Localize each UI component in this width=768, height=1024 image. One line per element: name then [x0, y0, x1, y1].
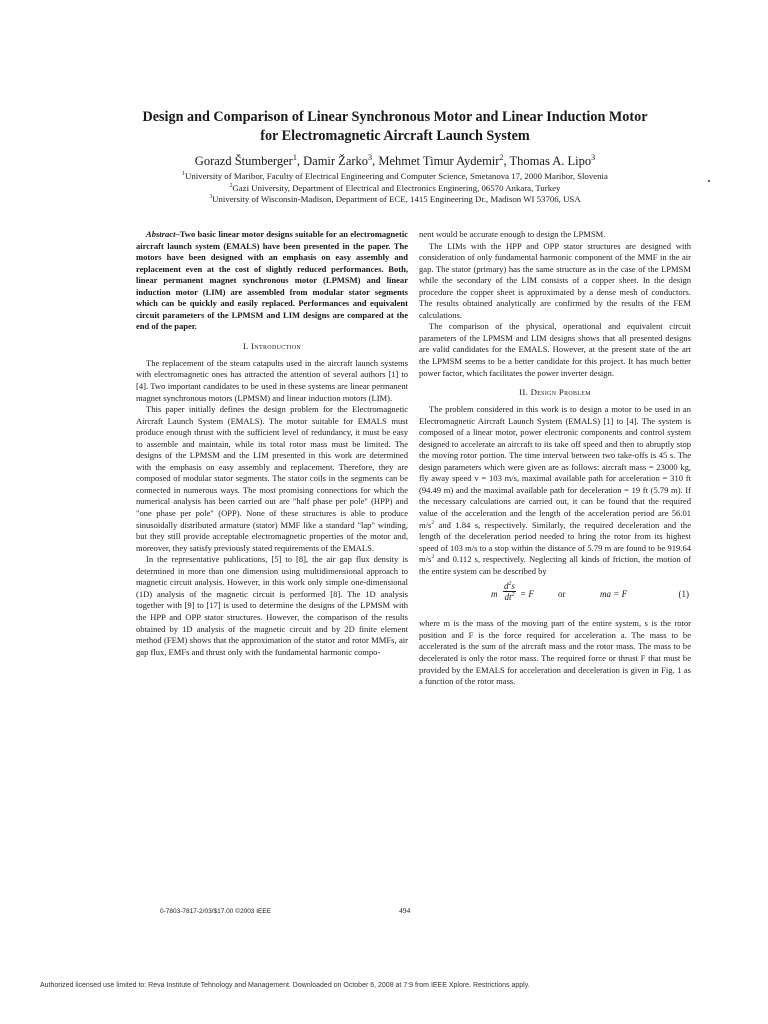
numerator-d: d	[504, 581, 509, 592]
unit-superscript: 2	[431, 554, 435, 561]
affiliation-sup: 1	[182, 171, 185, 178]
abstract	[136, 229, 408, 333]
affiliation-sup: 3	[209, 194, 213, 201]
abstract-label: Abstract	[146, 229, 176, 239]
affiliation-text: Gazi University, Department of Electrical and Electronics Enginering, 06570 Ankara, Turkey	[232, 182, 561, 193]
intro-paragraph-2: This paper initially defines the design problem for the Electromagnetic Aircraft Launch System (EMALS). The motor suitable for EMALS must produce enough thrust with the sufficient level of redundancy, it must be easy to assemble and maintain, while its total rotor mass must be limited. The designs of the LPMSM and the LIM presented in this work are determined with the emphasis on easy assembly and replacement. Therefore, they are composed of modular stator segments. The stator coils in the segments can be connected in numerous ways. The most promising connections for which the numerical analysis has been carried out are "half phase per pole" (HPP) and "one phase per pole" (OPP). None of these structures is able to produce sinusoidally distributed armature (stator) MMF like a standard "lap" winding, but they still provide acceptable electromagnetic properties of the motor and, moreover, they satisfy previously stated requirements of the EMALS.	[136, 404, 408, 553]
intro-paragraph-3: In the representative publications, [5] to [8], the air gap flux density is determined in more than one dimension using multidimensional approach to magnetic circuit analysis. However, in this work only simple one-dimensional (1D) analysis of the magnetic circuit is performed [8]. The 1D analysis together with [9] to [17] is used to determine the designs of the LPMSM with the HPP and OPP stator structures. However, the comparison of the results obtained by 1D analysis of the magnetic circuit and by 2D finite element method (FEM) shows that the approximation of the stator and rotor MMFs, air gap flux, EMFs and thrust only with the fundamental harmonic compo-	[136, 554, 408, 657]
paper-title	[110, 108, 680, 146]
affiliation-sup: 2	[229, 182, 233, 189]
title-line-1: Design and Comparison of Linear Synchronous Motor and Linear Induction Motor	[142, 109, 648, 125]
equation-numerator	[503, 581, 516, 592]
equation-denominator	[503, 592, 516, 602]
affiliation-3	[110, 194, 680, 206]
equation-fraction	[503, 581, 516, 602]
author-sup: 1	[292, 152, 297, 162]
author-sup: 3	[591, 152, 596, 162]
equation-1	[419, 581, 691, 615]
affiliations	[110, 171, 680, 206]
title-line-2: for Electromagnetic Aircraft Launch System	[260, 128, 530, 144]
equation-rhs-2: ma = F	[600, 589, 628, 600]
page-number: 494	[399, 906, 411, 915]
author-name: Damir Žarko	[303, 154, 369, 168]
equation-mass: m	[491, 589, 498, 600]
equation-rhs-1: = F	[520, 589, 534, 600]
denominator-dt: dt	[504, 592, 512, 603]
abstract-text: –Two basic linear motor designs suitable for an electromagnetic aircraft launch system (EMALS) have been presented in the paper. The motors have been designed with an emphasis on easy assembly and replacement even at the cost of slightly reduced performances. Both, linear permanent magnet synchronous motor (LPMSM) and linear induction motor (LIM) are assembled from modular stator segments which can be quickly and easily replaced. Performances and equivalent circuit parameters of the LPMSM and LIM designs are compared at the end of the paper.	[136, 229, 408, 332]
author-name: Gorazd Štumberger	[194, 154, 293, 168]
unit-superscript: 2	[431, 519, 435, 526]
author-name: Mehmet Timur Aydemir	[378, 154, 500, 168]
design-text-part: The problem considered in this work is to design a motor to be used in an Electromagnetic Aircraft Launch System (EMALS) [1] to [4]. The system is composed of a linear motor, power electronic components and control system designed to accelerate an aircraft to its take off speed and then to abruptly stop the moving rotor portion. The time interval between two take-offs is 45 s. The design parameters which were given are as follows: aircraft mass = 23000 kg, fly away speed v = 103 m/s, maximal available path for acceleration = 310 ft (94.49 m) and the maximal available path for deceleration = 19 ft (5.79 m). If the necessary calculations are carried out, it can be found that the required value of the acceleration and the length of the acceleration period are 56.01 m/s	[419, 404, 691, 530]
affiliation-text: University of Wisconsin-Madison, Department of ECE, 1415 Engineering Dr., Madison WI 53706, USA	[212, 194, 581, 204]
author-list: Gorazd Štumberger$^1$, Damir Žarko$^3$, Mehmet Timur Aydemir$^2$, Thomas A. Lipo$^3$	[194, 152, 596, 168]
left-column	[136, 229, 408, 658]
equation-number: (1)	[678, 589, 689, 600]
author-name: Thomas A. Lipo	[509, 154, 592, 168]
right-column	[419, 229, 691, 688]
section-heading-introduction: I. Introduction	[242, 340, 302, 351]
author-sup: 3	[368, 152, 373, 162]
numerator-variable: s	[511, 581, 515, 592]
affiliation-1	[110, 171, 680, 183]
section-heading-design-problem: II. Design Problem	[519, 387, 591, 398]
design-text-part: and 1.84 s, respectively. Similarly, the required deceleration and the length of the deceleration period needed to bring the rotor from its highest speed of 103 m/s to a stop within the distance of 5.79 m are found to be 919.64 m/s	[419, 519, 691, 565]
denominator-exponent: 2	[511, 592, 515, 599]
numerator-exponent: 2	[508, 581, 512, 588]
affiliation-text: University of Maribor, Faculty of Electrical Engineering and Computer Science, Smetanova 17, 2000 Maribor, Slovenia	[184, 171, 608, 181]
intro-paragraph-1: The replacement of the steam catapults used in the aircraft launch systems with electromagnetic ones has attracted the attention of several authors [1] to [4]. Two important candidates to be used in these systems are linear permanent magnet synchronous motors (LPMSM) and linear induction motors (LIM).	[136, 357, 408, 403]
affiliation-2	[110, 183, 680, 195]
copyright-line: 0-7803-7817-2/03/$17.00 ©2003 IEEE	[160, 908, 272, 915]
intro-paragraph-5: The comparison of the physical, operational and equivalent circuit parameters of the LPMSM and LIM designs shows that all presented designs are valid candidates for the EMALS. However, at the present state of the art the LPMSM seems to be a better candidate for this project. It has much better power factor, which facilitates the power inverter design.	[419, 321, 691, 378]
design-text-part: and 0.112 s, respectively. Neglecting all kinds of friction, the motion of the entire system can be described by	[419, 554, 691, 576]
license-notice: Authorized licensed use limited to: Reva Institute of Tehnology and Management. Downloaded on October 6, 2008 at 7:9 from IEEE Xplore. Restrictions apply.	[40, 982, 530, 989]
author-sup: 2	[499, 152, 504, 162]
intro-paragraph-4: The LIMs with the HPP and OPP stator structures are designed with consideration of only fundamental harmonic component of the MMF in the air gap. The stator (primary) has the same structure as in the case of the LPMSM while the secondary of the LIM consists of a copper sheet. In the design procedure the copper sheet is approximated by a dense mesh of conductors. The results obtained analytically are confirmed by the results of the FEM calculations.	[419, 240, 691, 320]
equation-or: or	[558, 589, 566, 600]
design-paragraph-2: where m is the mass of the moving part of the entire system, s is the rotor position and F is the force required for acceleration a. The mass to be accelerated is the sum of the aircraft mass and the rotor mass. The mass to be decelerated is only the rotor mass. The required force or thrust F that must be provided by the EMALS for acceleration and deceleration is given in Fig. 1 as a function of the rotor mass.	[419, 618, 691, 687]
design-paragraph-1	[419, 404, 691, 577]
intro-continuation: nent would be accurate enough to design the LPMSM.	[419, 229, 606, 239]
stray-mark	[708, 180, 710, 182]
